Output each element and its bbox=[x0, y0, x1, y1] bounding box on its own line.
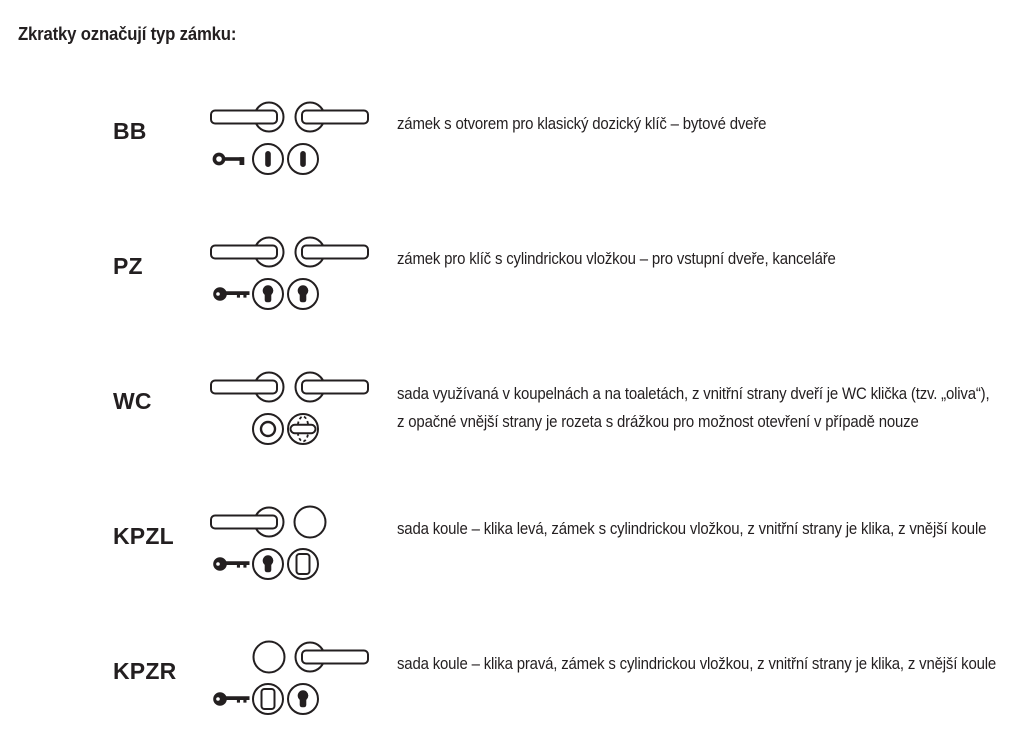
door-handle-left-icon bbox=[211, 508, 284, 537]
bit-key-icon bbox=[214, 154, 244, 165]
lock-pictogram-kpzl bbox=[210, 503, 380, 585]
lock-type-row-kpzl bbox=[0, 503, 1011, 595]
lock-code-label: BB bbox=[113, 118, 147, 144]
lock-pictogram-pz bbox=[210, 233, 380, 315]
lock-description bbox=[397, 110, 766, 138]
door-handle-left-icon bbox=[211, 103, 284, 132]
lock-pictogram-wc bbox=[210, 368, 380, 450]
lock-description bbox=[397, 650, 996, 678]
lock-pictogram-bb bbox=[210, 98, 380, 180]
door-knob-icon bbox=[295, 507, 326, 538]
cylinder-key-icon bbox=[213, 692, 249, 706]
blind-cylinder-rosette-icon bbox=[253, 684, 283, 714]
pz-keyhole-rosette-icon bbox=[253, 279, 283, 309]
description-line: sada využívaná v koupelnách a na toaletách, z vnitřní strany dveří je WC klička (tzv. „oliva“), bbox=[397, 384, 990, 403]
description-line: sada koule – klika pravá, zámek s cylindrickou vložkou, z vnitřní strany je klika, z vnější koule bbox=[397, 654, 997, 673]
pz-keyhole-rosette-icon bbox=[253, 549, 283, 579]
door-handle-right-icon bbox=[296, 643, 369, 672]
lock-code-label: PZ bbox=[113, 253, 143, 279]
bb-keyhole-rosette-icon bbox=[288, 144, 318, 174]
door-handle-right-icon bbox=[296, 373, 369, 402]
lock-code-label: KPZL bbox=[113, 523, 174, 549]
lock-type-row-kpzr bbox=[0, 638, 1011, 730]
lock-description bbox=[397, 515, 986, 543]
groove-rosette-icon bbox=[253, 414, 283, 444]
door-handle-right-icon bbox=[296, 238, 369, 267]
door-handle-left-icon bbox=[211, 238, 284, 267]
door-handle-left-icon bbox=[211, 373, 284, 402]
lock-code-label: WC bbox=[113, 388, 152, 414]
cylinder-key-icon bbox=[213, 287, 249, 301]
lock-type-row-wc bbox=[0, 368, 1011, 460]
description-line: zámek pro klíč s cylindrickou vložkou – pro vstupní dveře, kanceláře bbox=[397, 249, 836, 268]
lock-description bbox=[397, 245, 836, 273]
pz-keyhole-rosette-icon bbox=[288, 279, 318, 309]
cylinder-key-icon bbox=[213, 557, 249, 571]
bb-keyhole-rosette-icon bbox=[253, 144, 283, 174]
blind-cylinder-rosette-icon bbox=[288, 549, 318, 579]
lock-type-row-bb bbox=[0, 98, 1011, 190]
description-line: sada koule – klika levá, zámek s cylindrickou vložkou, z vnitřní strany je klika, z vnější koule bbox=[397, 519, 987, 538]
description-line: z opačné vnější strany je rozeta s drážkou pro možnost otevření v případě nouze bbox=[397, 412, 919, 431]
lock-type-row-pz bbox=[0, 233, 1011, 325]
pz-keyhole-rosette-icon bbox=[288, 684, 318, 714]
lock-pictogram-kpzr bbox=[210, 638, 380, 720]
door-handle-right-icon bbox=[296, 103, 369, 132]
door-knob-icon bbox=[254, 642, 285, 673]
lock-code-label: KPZR bbox=[113, 658, 177, 684]
description-line: zámek s otvorem pro klasický dozický klíč – bytové dveře bbox=[397, 114, 767, 133]
lock-description bbox=[397, 380, 989, 436]
page-title: Zkratky označují typ zámku: bbox=[18, 24, 237, 44]
wc-oliva-rosette-icon bbox=[288, 414, 318, 444]
